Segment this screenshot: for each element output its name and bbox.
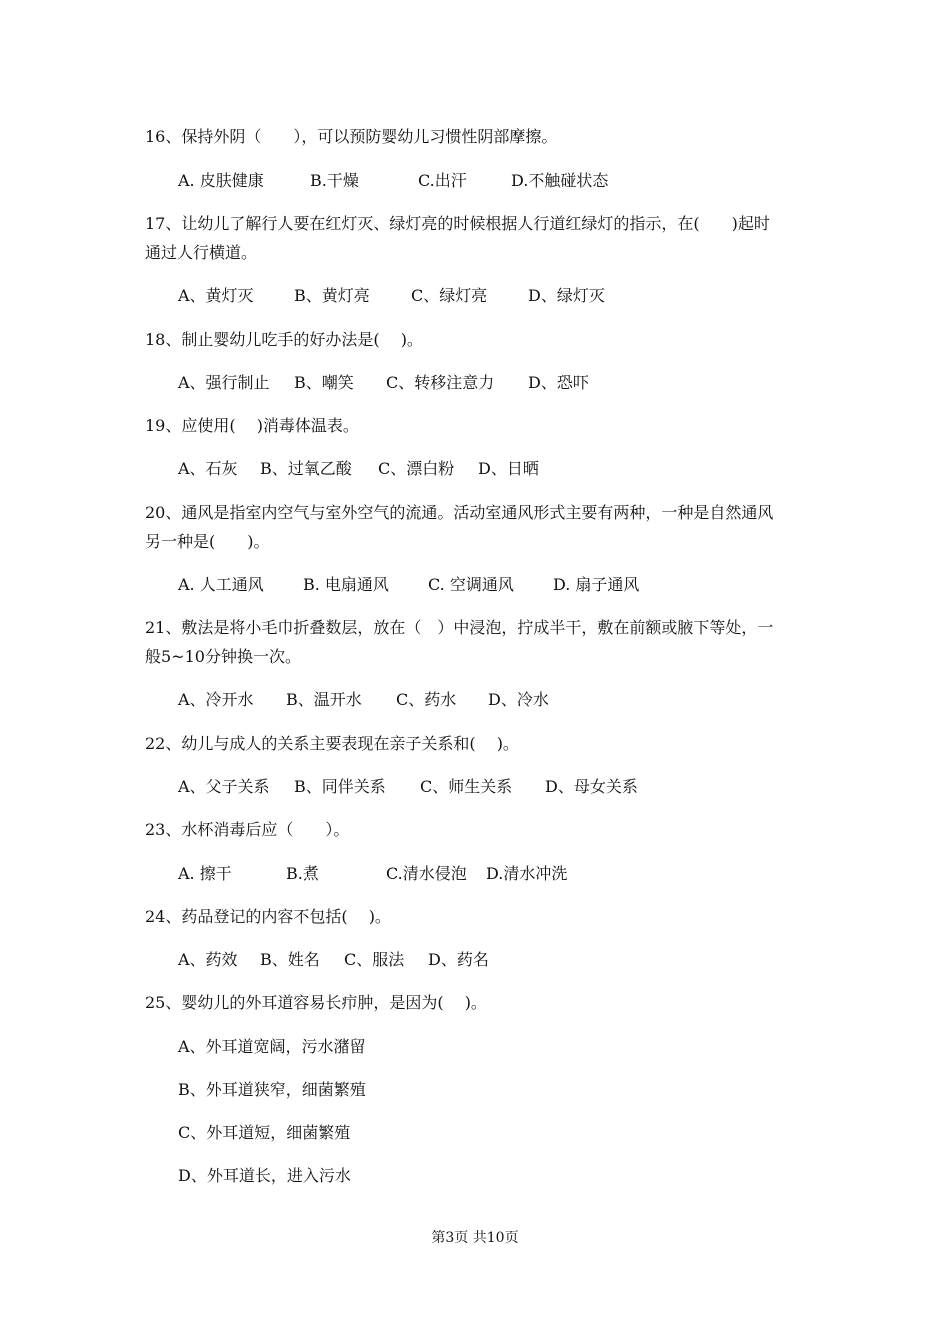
question-17-option-c: C、绿灯亮: [411, 286, 488, 305]
question-22-option-d: D、母女关系: [545, 777, 638, 796]
question-19-option-d: D、日晒: [478, 459, 539, 478]
question-23-stem-line-1: 23、水杯消毒后应（ ）。: [145, 820, 350, 839]
page-number-footer: 第3页 共10页: [431, 1230, 519, 1246]
question-18-option-a: A、强行制止: [178, 373, 270, 392]
question-24-option-d: D、药名: [428, 950, 489, 969]
question-23-option-d: D.清水冲洗: [486, 864, 568, 883]
question-21-stem-line-1: 21、敷法是将小毛巾折叠数层，放在（ ）中浸泡，拧成半干，敷在前额或腋下等处，一: [145, 618, 774, 637]
question-21-option-d: D、冷水: [488, 690, 549, 709]
question-17-option-a: A、黄灯灭: [178, 286, 254, 305]
question-22-option-c: C、师生关系: [420, 777, 513, 796]
question-25-option-c: C、外耳道短，细菌繁殖: [178, 1123, 351, 1142]
question-21-option-a: A、冷开水: [178, 690, 254, 709]
question-22-option-b: B、同伴关系: [294, 777, 386, 796]
question-21-stem-line-2: 般5~10分钟换一次。: [145, 647, 301, 666]
question-19-option-c: C、漂白粉: [378, 459, 455, 478]
question-16-option-a: A. 皮肤健康: [178, 171, 264, 190]
question-19-stem-line-1: 19、应使用( )消毒体温表。: [145, 416, 359, 435]
question-18-option-b: B、嘲笑: [294, 373, 354, 392]
question-20-option-d: D. 扇子通风: [553, 575, 640, 594]
question-25-option-b: B、外耳道狭窄，细菌繁殖: [178, 1080, 366, 1099]
question-23-option-b: B.煮: [286, 864, 319, 883]
question-18-stem-line-1: 18、制止婴幼儿吃手的好办法是( )。: [145, 330, 423, 349]
question-16-option-d: D.不触碰状态: [511, 171, 609, 190]
question-24-option-c: C、服法: [344, 950, 405, 969]
question-24-option-a: A、药效: [178, 950, 238, 969]
question-25-stem-line-1: 25、婴幼儿的外耳道容易长疖肿，是因为( )。: [145, 993, 487, 1012]
question-20-stem-line-2: 另一种是( )。: [145, 532, 270, 551]
question-20-option-a: A. 人工通风: [178, 575, 264, 594]
question-20-option-b: B. 电扇通风: [303, 575, 389, 594]
question-25-option-a: A、外耳道宽阔，污水潴留: [178, 1037, 366, 1056]
question-25-option-d: D、外耳道长，进入污水: [178, 1166, 351, 1185]
question-21-option-b: B、温开水: [286, 690, 362, 709]
question-24-option-b: B、姓名: [260, 950, 320, 969]
question-17-option-b: B、黄灯亮: [294, 286, 370, 305]
question-20-option-c: C. 空调通风: [428, 575, 514, 594]
question-23-option-c: C.清水侵泡: [386, 864, 467, 883]
question-21-option-c: C、药水: [396, 690, 457, 709]
question-18-option-c: C、转移注意力: [386, 373, 495, 392]
question-22-stem-line-1: 22、幼儿与成人的关系主要表现在亲子关系和( )。: [145, 734, 519, 753]
question-18-option-d: D、恐吓: [528, 373, 589, 392]
question-22-option-a: A、父子关系: [178, 777, 270, 796]
question-19-option-a: A、石灰: [178, 459, 238, 478]
question-17-stem-line-2: 通过人行横道。: [145, 243, 258, 262]
question-16-stem-line-1: 16、保持外阴（ ），可以预防婴幼儿习惯性阴部摩擦。: [145, 127, 558, 146]
question-17-stem-line-1: 17、让幼儿了解行人要在红灯灭、绿灯亮的时候根据人行道红绿灯的指示，在( )起时: [145, 214, 770, 233]
question-23-option-a: A. 擦干: [178, 864, 232, 883]
question-16-option-b: B.干燥: [310, 171, 359, 190]
question-16-option-c: C.出汗: [418, 171, 467, 190]
question-20-stem-line-1: 20、通风是指室内空气与室外空气的流通。活动室通风形式主要有两种，一种是自然通风: [145, 503, 774, 522]
question-24-stem-line-1: 24、药品登记的内容不包括( )。: [145, 907, 391, 926]
question-19-option-b: B、过氧乙酸: [260, 459, 352, 478]
question-17-option-d: D、绿灯灭: [528, 286, 605, 305]
